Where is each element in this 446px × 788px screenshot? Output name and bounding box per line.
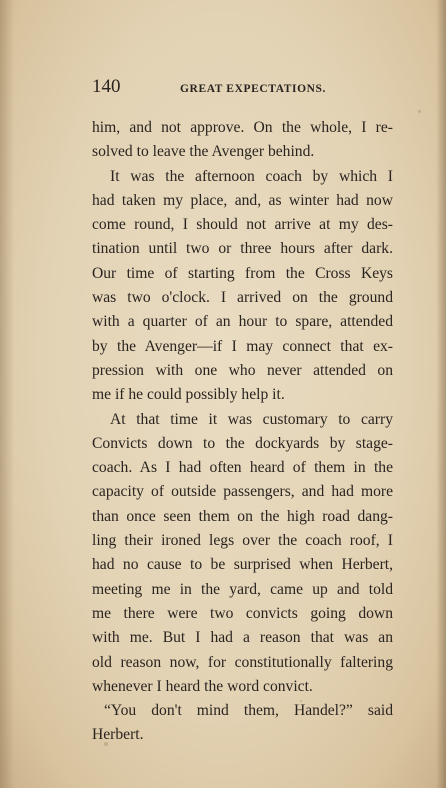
text-line: tination until two or three hours after dark.: [92, 240, 393, 258]
text-line: whenever I heard the word convict.: [92, 677, 313, 695]
text-line: At that time it was customary to carry: [110, 410, 393, 428]
text-line: was two o'clock. I arrived on the ground: [92, 289, 393, 307]
text-line: coach. As I had often heard of them in the: [92, 459, 393, 477]
text-line: Our time of starting from the Cross Keys: [92, 264, 393, 282]
text-line: capacity of outside passengers, and had more: [92, 483, 393, 501]
text-line: solved to leave the Avenger behind.: [92, 143, 315, 161]
body-text: [92, 116, 393, 748]
paper-spot: [300, 700, 302, 702]
text-line: pression with one who never attended on: [92, 361, 393, 379]
book-title: GREAT EXPECTATIONS.: [180, 83, 327, 95]
text-line: Convicts down to the dockyards by stage-: [92, 434, 393, 452]
text-line: “You don't mind them, Handel?” said: [104, 702, 393, 720]
text-line: me if he could possibly help it.: [92, 386, 285, 404]
text-line: old reason now, for constitutionally faltering: [92, 653, 393, 671]
text-line: It was the afternoon coach by which I: [110, 167, 393, 185]
text-line: than once seen them on the high road dang-: [92, 507, 393, 525]
text-line: come round, I should not arrive at my des-: [92, 216, 393, 234]
text-line: had taken my place, and, as winter had now: [92, 191, 393, 209]
paper-spot: [104, 742, 108, 746]
text-line: him, and not approve. On the whole, I re-: [92, 119, 393, 136]
text-line: ling their ironed legs over the coach roof, I: [92, 532, 393, 550]
text-line: with me. But I had a reason that was an: [92, 629, 393, 647]
text-line: by the Avenger—if I may connect that ex-: [92, 337, 393, 355]
text-line: me there were two convicts going down: [92, 604, 393, 622]
paper-spot: [418, 110, 421, 113]
text-line: meeting me in the yard, came up and told: [92, 580, 393, 598]
text-line: had no cause to be surprised when Herbert,: [92, 556, 393, 574]
running-head: [92, 76, 392, 100]
text-line: with a quarter of an hour to spare, attended: [92, 313, 393, 331]
text-line: Herbert.: [92, 726, 144, 744]
page-number: 140: [92, 76, 121, 97]
